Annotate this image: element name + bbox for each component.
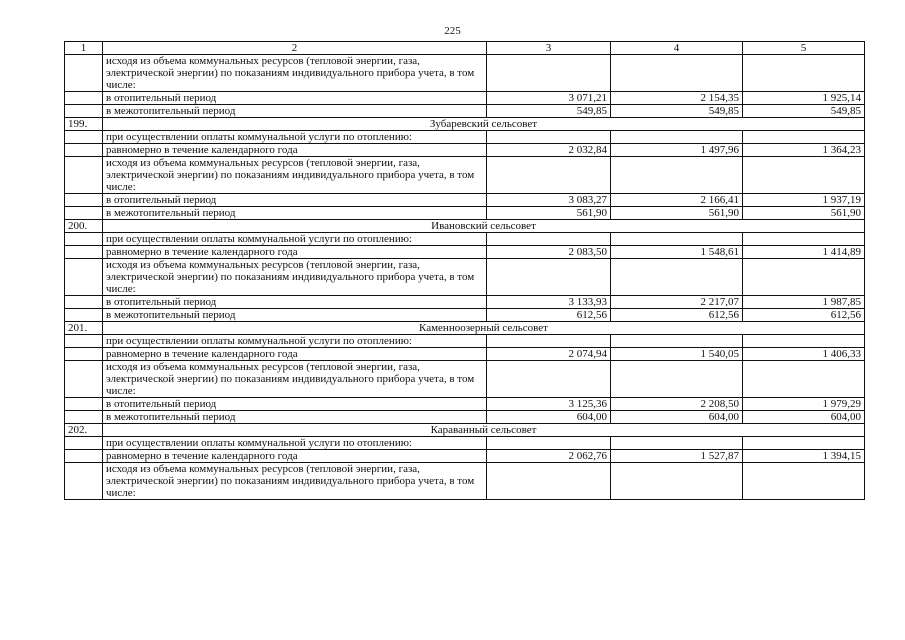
table-body (65, 42, 865, 500)
value-col-5 (743, 335, 865, 348)
value-col-5 (743, 233, 865, 246)
value-col-3: 2 074,94 (487, 348, 611, 361)
value-col-3: 612,56 (487, 309, 611, 322)
value-col-3: 3 125,36 (487, 398, 611, 411)
row-description: при осуществлении оплаты коммунальной услуги по отоплению: (103, 233, 487, 246)
row-number (65, 463, 103, 500)
row-number: 202. (65, 424, 103, 437)
row-number (65, 92, 103, 105)
value-col-4: 1 548,61 (611, 246, 743, 259)
section-title: Каменноозерный сельсовет (103, 322, 865, 335)
row-number (65, 194, 103, 207)
row-number (65, 361, 103, 398)
value-col-4: 1 497,96 (611, 144, 743, 157)
row-number (65, 246, 103, 259)
table-row (65, 131, 865, 144)
value-col-3: 561,90 (487, 207, 611, 220)
value-col-5 (743, 463, 865, 500)
row-number (65, 348, 103, 361)
table-row (65, 463, 865, 500)
table-row (65, 361, 865, 398)
value-col-4: 1 540,05 (611, 348, 743, 361)
row-description: исходя из объема коммунальных ресурсов (тепловой энергии, газа, электрической энергии) по показаниям индивидуального прибора учета, в том числе: (103, 55, 487, 92)
value-col-3 (487, 233, 611, 246)
table-row (65, 194, 865, 207)
value-col-4: 2 154,35 (611, 92, 743, 105)
value-col-5: 1 925,14 (743, 92, 865, 105)
table-row (65, 259, 865, 296)
row-description: в межотопительный период (103, 207, 487, 220)
row-number (65, 309, 103, 322)
value-col-5 (743, 55, 865, 92)
value-col-3: 3 133,93 (487, 296, 611, 309)
value-col-4 (611, 157, 743, 194)
header-cell-1: 1 (65, 42, 103, 55)
value-col-4: 612,56 (611, 309, 743, 322)
table-row (65, 144, 865, 157)
value-col-5 (743, 131, 865, 144)
value-col-4: 2 166,41 (611, 194, 743, 207)
row-number (65, 131, 103, 144)
value-col-3 (487, 437, 611, 450)
tariff-table (64, 41, 865, 500)
row-description: исходя из объема коммунальных ресурсов (тепловой энергии, газа, электрической энергии) по показаниям индивидуального прибора учета, в том числе: (103, 259, 487, 296)
row-number (65, 437, 103, 450)
value-col-3: 604,00 (487, 411, 611, 424)
row-description: исходя из объема коммунальных ресурсов (тепловой энергии, газа, электрической энергии) по показаниям индивидуального прибора учета, в том числе: (103, 463, 487, 500)
value-col-4 (611, 131, 743, 144)
value-col-5 (743, 361, 865, 398)
value-col-4: 2 217,07 (611, 296, 743, 309)
value-col-5: 1 937,19 (743, 194, 865, 207)
value-col-4: 549,85 (611, 105, 743, 118)
value-col-3 (487, 157, 611, 194)
section-row (65, 322, 865, 335)
value-col-3 (487, 55, 611, 92)
section-title: Ивановский сельсовет (103, 220, 865, 233)
row-number (65, 105, 103, 118)
table-row (65, 437, 865, 450)
value-col-5: 1 979,29 (743, 398, 865, 411)
row-description: исходя из объема коммунальных ресурсов (тепловой энергии, газа, электрической энергии) по показаниям индивидуального прибора учета, в том числе: (103, 157, 487, 194)
row-description: равномерно в течение календарного года (103, 450, 487, 463)
row-number: 199. (65, 118, 103, 131)
value-col-4 (611, 437, 743, 450)
value-col-5: 612,56 (743, 309, 865, 322)
table-row (65, 348, 865, 361)
header-cell-5: 5 (743, 42, 865, 55)
header-row (65, 42, 865, 55)
value-col-4 (611, 55, 743, 92)
row-number (65, 335, 103, 348)
value-col-4: 604,00 (611, 411, 743, 424)
row-number (65, 207, 103, 220)
table-row (65, 246, 865, 259)
value-col-5 (743, 437, 865, 450)
value-col-5: 1 414,89 (743, 246, 865, 259)
value-col-5: 1 364,23 (743, 144, 865, 157)
row-number (65, 259, 103, 296)
value-col-4: 1 527,87 (611, 450, 743, 463)
value-col-5: 604,00 (743, 411, 865, 424)
row-number (65, 233, 103, 246)
value-col-4 (611, 463, 743, 500)
value-col-3 (487, 259, 611, 296)
row-number (65, 296, 103, 309)
value-col-4: 561,90 (611, 207, 743, 220)
row-description: равномерно в течение календарного года (103, 348, 487, 361)
table-row (65, 92, 865, 105)
section-title: Караванный сельсовет (103, 424, 865, 437)
value-col-5 (743, 259, 865, 296)
value-col-5: 1 987,85 (743, 296, 865, 309)
row-number: 201. (65, 322, 103, 335)
value-col-4 (611, 233, 743, 246)
row-number (65, 398, 103, 411)
row-description: исходя из объема коммунальных ресурсов (тепловой энергии, газа, электрической энергии) по показаниям индивидуального прибора учета, в том числе: (103, 361, 487, 398)
value-col-3 (487, 361, 611, 398)
value-col-3 (487, 335, 611, 348)
table-row (65, 207, 865, 220)
value-col-4 (611, 361, 743, 398)
row-description: в отопительный период (103, 398, 487, 411)
value-col-5: 1 394,15 (743, 450, 865, 463)
table-row (65, 296, 865, 309)
section-row (65, 424, 865, 437)
header-cell-3: 3 (487, 42, 611, 55)
row-number (65, 450, 103, 463)
table-row (65, 411, 865, 424)
table-row (65, 309, 865, 322)
value-col-3: 3 083,27 (487, 194, 611, 207)
table-row (65, 105, 865, 118)
value-col-4 (611, 335, 743, 348)
value-col-3: 2 083,50 (487, 246, 611, 259)
value-col-3 (487, 463, 611, 500)
row-description: в отопительный период (103, 194, 487, 207)
table-row (65, 233, 865, 246)
row-number (65, 157, 103, 194)
row-description: в межотопительный период (103, 411, 487, 424)
section-row (65, 220, 865, 233)
value-col-3: 549,85 (487, 105, 611, 118)
value-col-3: 3 071,21 (487, 92, 611, 105)
value-col-5 (743, 157, 865, 194)
row-description: равномерно в течение календарного года (103, 246, 487, 259)
value-col-3 (487, 131, 611, 144)
row-description: при осуществлении оплаты коммунальной услуги по отоплению: (103, 437, 487, 450)
value-col-5: 561,90 (743, 207, 865, 220)
row-number (65, 144, 103, 157)
table-row (65, 450, 865, 463)
page-number: 225 (444, 25, 461, 37)
row-description: в межотопительный период (103, 309, 487, 322)
section-row (65, 118, 865, 131)
header-cell-4: 4 (611, 42, 743, 55)
row-description: в межотопительный период (103, 105, 487, 118)
row-description: при осуществлении оплаты коммунальной услуги по отоплению: (103, 131, 487, 144)
row-description: в отопительный период (103, 92, 487, 105)
table-row (65, 398, 865, 411)
table-row (65, 55, 865, 92)
value-col-5: 549,85 (743, 105, 865, 118)
row-number (65, 55, 103, 92)
row-number: 200. (65, 220, 103, 233)
table-row (65, 335, 865, 348)
header-cell-2: 2 (103, 42, 487, 55)
row-description: при осуществлении оплаты коммунальной услуги по отоплению: (103, 335, 487, 348)
section-title: Зубаревский сельсовет (103, 118, 865, 131)
value-col-4 (611, 259, 743, 296)
value-col-3: 2 032,84 (487, 144, 611, 157)
row-number (65, 411, 103, 424)
row-description: равномерно в течение календарного года (103, 144, 487, 157)
table-row (65, 157, 865, 194)
value-col-3: 2 062,76 (487, 450, 611, 463)
row-description: в отопительный период (103, 296, 487, 309)
value-col-4: 2 208,50 (611, 398, 743, 411)
value-col-5: 1 406,33 (743, 348, 865, 361)
